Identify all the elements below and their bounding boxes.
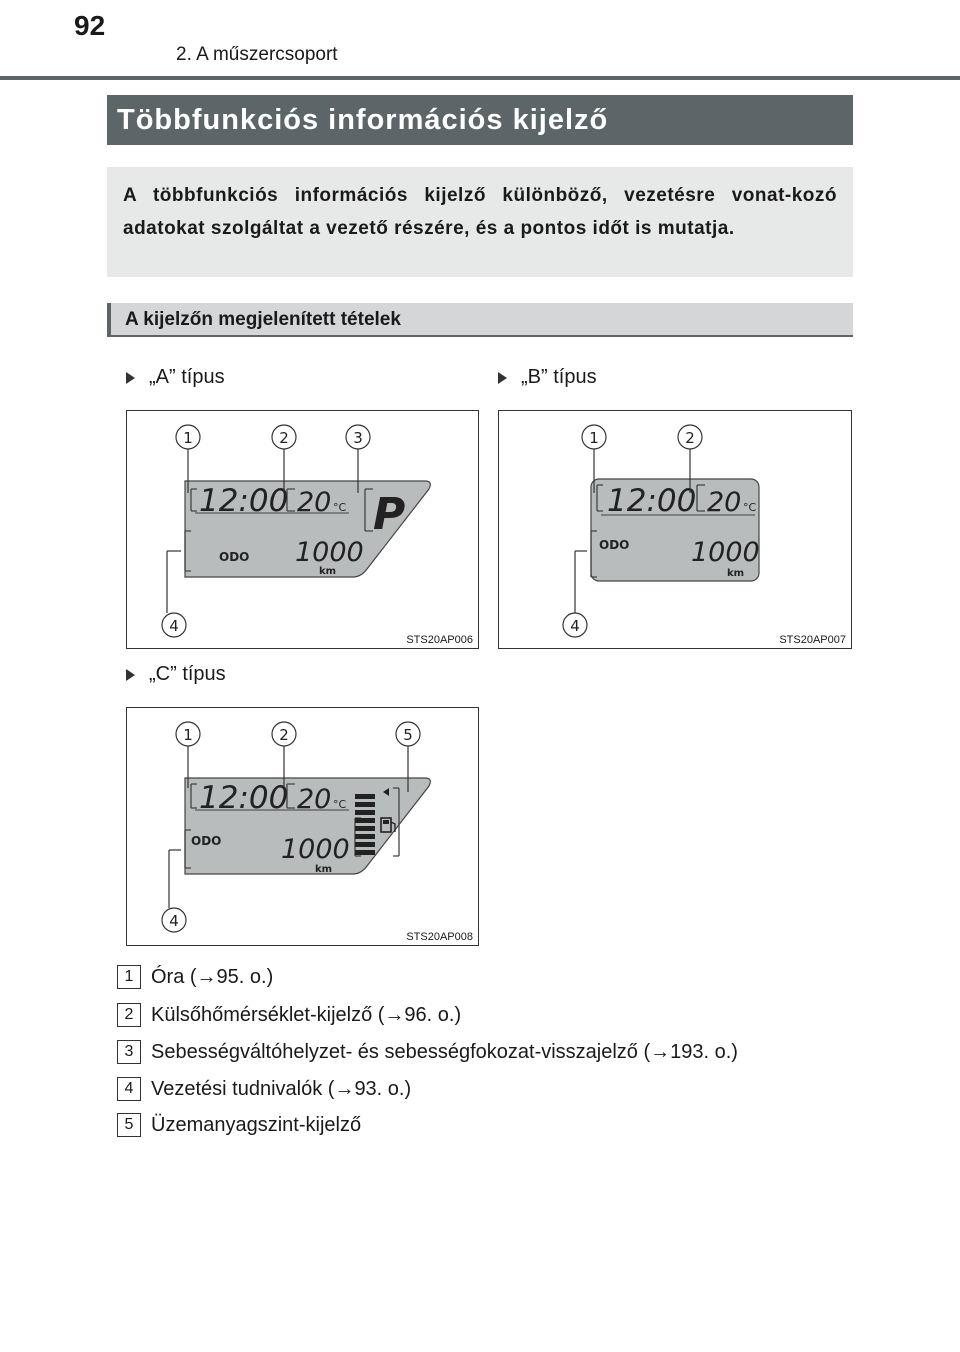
triangle-bullet-icon [126,669,135,681]
chapter-title: 2. A műszercsoport [176,44,338,65]
figure-code: STS20AP006 [406,634,473,646]
legend-number: 1 [117,965,141,989]
type-b-label: „B” típus [498,366,597,389]
section-title: Többfunkciós információs kijelző [117,104,609,136]
odometer-readout: 1000 [281,834,350,865]
callout-4: 4 [169,912,179,930]
odometer-unit: km [727,568,745,579]
clock-readout: 12:00 [607,483,697,519]
legend-item [117,1076,411,1102]
page-number: 92 [74,10,106,41]
figure-code: STS20AP007 [779,634,846,646]
triangle-bullet-icon [126,372,135,384]
temperature-unit: °C [333,798,347,811]
legend-item [117,964,273,990]
intro-text: A többfunkciós információs kijelző különböző, vezetésre vonat-kozó adatokat szolgáltat a vezető részére, és a pontos időt is mutatja. [123,185,837,239]
callout-4: 4 [570,617,580,635]
temperature-readout: 20 [297,487,332,518]
legend-text: Sebességváltóhelyzet- és sebességfokozat-visszajelző (→193. o.) [151,1040,738,1063]
gear-readout: P [373,489,406,540]
legend-number: 3 [117,1040,141,1064]
clock-readout: 12:00 [199,780,289,816]
triangle-bullet-icon [498,372,507,384]
callout-2: 2 [279,429,289,447]
section-title-bar [107,95,853,145]
temperature-unit: °C [333,501,347,514]
figure-code: STS20AP008 [406,931,473,943]
figure-type-c [126,707,479,946]
legend-text: Külsőhőmérséklet-kijelző (→96. o.) [151,1003,462,1026]
temperature-readout: 20 [707,487,742,518]
odometer-readout: 1000 [691,537,760,568]
callout-3: 3 [353,429,363,447]
callout-5: 5 [403,726,413,744]
subsection-title: A kijelzőn megjelenített tételek [125,309,401,330]
odo-label: ODO [191,834,222,848]
legend-item [117,1039,738,1065]
header-rule [0,76,960,80]
callout-2: 2 [685,429,695,447]
odo-label: ODO [219,550,250,564]
legend-text: Üzemanyagszint-kijelző [151,1113,362,1136]
odometer-unit: km [315,864,333,875]
subsection-bar [107,303,853,337]
display-illustration-a [127,411,480,650]
temperature-readout: 20 [297,784,332,815]
display-illustration-b [499,411,853,650]
clock-readout: 12:00 [199,483,289,519]
legend-number: 5 [117,1113,141,1137]
figure-type-a [126,410,479,649]
temperature-unit: °C [743,501,757,514]
callout-2: 2 [279,726,289,744]
odometer-readout: 1000 [295,537,364,568]
odometer-unit: km [319,566,337,577]
figure-type-b [498,410,852,649]
callout-1: 1 [183,429,193,447]
callout-4: 4 [169,617,179,635]
legend-item [117,1112,361,1138]
type-a-label: „A” típus [126,366,225,389]
display-illustration-c [127,708,480,947]
odo-label: ODO [599,538,630,552]
legend-number: 4 [117,1077,141,1101]
legend-text: Vezetési tudnivalók (→93. o.) [151,1077,412,1100]
legend-text: Óra (→95. o.) [151,965,274,988]
callout-1: 1 [589,429,599,447]
legend-item [117,1002,461,1028]
callout-1: 1 [183,726,193,744]
type-c-label: „C” típus [126,663,226,686]
intro-box [107,167,853,277]
legend-number: 2 [117,1003,141,1027]
